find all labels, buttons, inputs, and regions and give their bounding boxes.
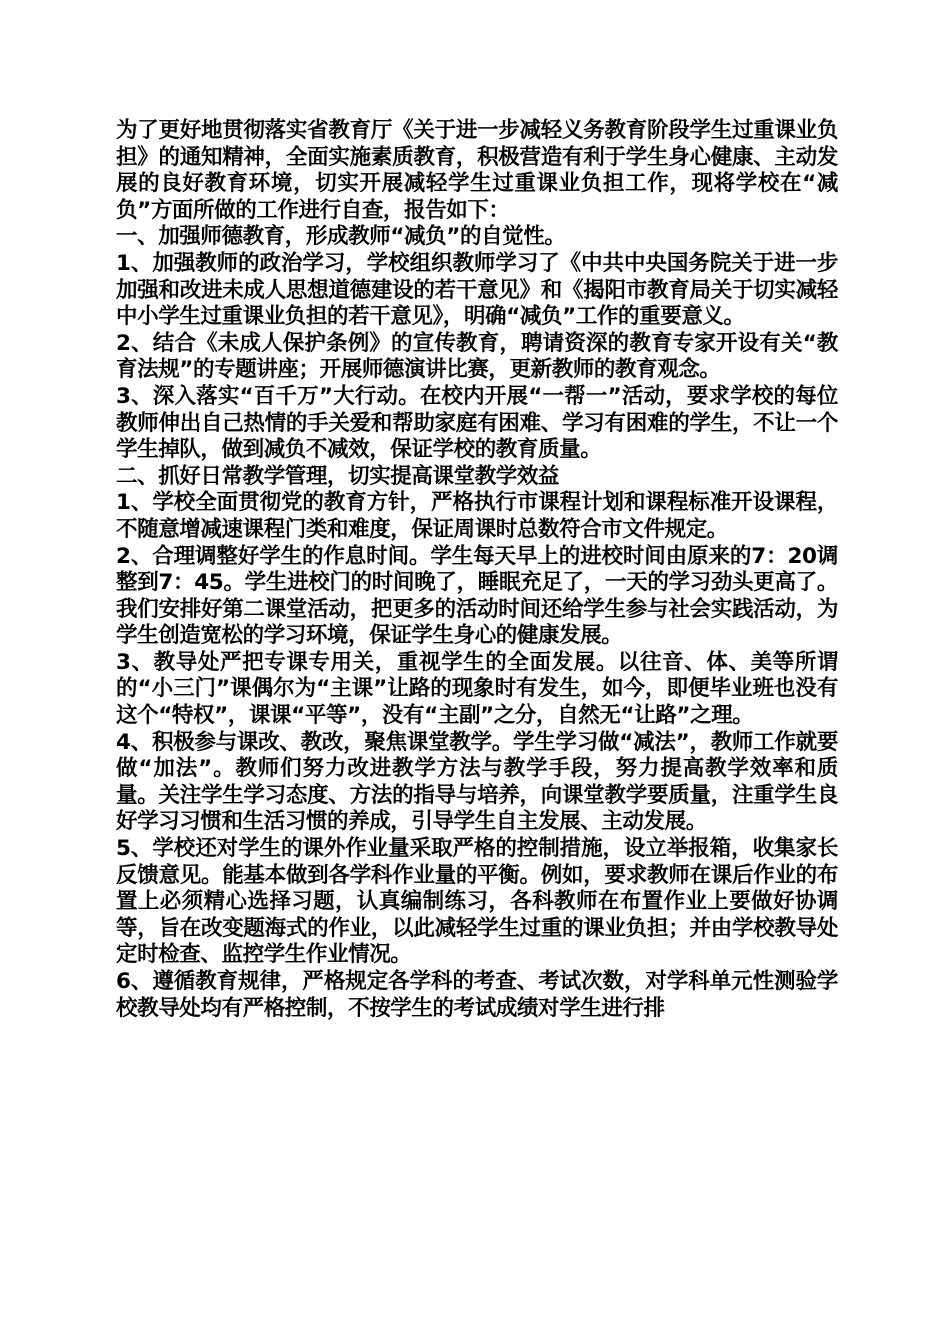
- section-2-item-4: 4、积极参与课改、教改，聚焦课堂教学。学生学习做“减法”，教师工作就要做“加法”。教师们努力改进教学方法与教学手段，努力提高教学效率和质量。关注学生学习态度、方法的指导与培养，向课堂教学要质量，注重学生良好学习习惯和生活习惯的养成，引导学生自主发展、主动发展。: [116, 729, 838, 835]
- section-1-item-3: 3、深入落实“百千万”大行动。在校内开展“一帮一”活动，要求学校的每位教师伸出自己热情的手关爱和帮助家庭有困难、学习有困难的学生，不让一个学生掉队，做到减负不减效，保证学校的教育质量。: [116, 383, 838, 463]
- document-page: [116, 118, 838, 1022]
- section-2-item-6: 6、遵循教育规律，严格规定各学科的考查、考试次数，对学科单元性测验学校教导处均有严格控制，不按学生的考试成绩对学生进行排: [116, 969, 838, 1021]
- section-heading-2: 二、抓好日常教学管理，切实提高课堂教学效益: [116, 463, 560, 489]
- intro-paragraph: 为了更好地贯彻落实省教育厅《关于进一步减轻义务教育阶段学生过重课业负担》的通知精神，全面实施素质教育，积极营造有利于学生身心健康、主动发展的良好教育环境，切实开展减轻学生过重课业负担工作，现将学校在“减负”方面所做的工作进行自查，报告如下：: [116, 118, 838, 223]
- section-heading-1: 一、加强师德教育，形成教师“减负”的自觉性。: [116, 224, 566, 250]
- section-2-item-5: 5、学校还对学生的课外作业量采取严格的控制措施，设立举报箱，收集家长反馈意见。能基本做到各学科作业量的平衡。例如，要求教师在课后作业的布置上必须精心选择习题，认真编制练习，各科教师在布置作业上要做好协调等，旨在改变题海式的作业，以此减轻学生过重的课业负担；并由学校教导处定时检查、监控学生作业情况。: [116, 836, 838, 968]
- section-2-item-2: 2、合理调整好学生的作息时间。学生每天早上的进校时间由原来的7：20调整到7：45。学生进校门的时间晚了，睡眠充足了，一天的学习劲头更高了。我们安排好第二课堂活动，把更多的活动时间还给学生参与社会实践活动，为学生创造宽松的学习环境，保证学生身心的健康发展。: [116, 543, 838, 649]
- section-1-item-1: 1、加强教师的政治学习，学校组织教师学习了《中共中央国务院关于进一步加强和改进未成人思想道德建设的若干意见》和《揭阳市教育局关于切实减轻中小学生过重课业负担的若干意见》，明确“减负”工作的重要意义。: [116, 250, 838, 330]
- section-1-item-2: 2、结合《未成人保护条例》的宣传教育，聘请资深的教育专家开设有关“教育法规”的专题讲座；开展师德演讲比赛，更新教师的教育观念。: [116, 330, 838, 383]
- section-2-item-3: 3、教导处严把专课专用关，重视学生的全面发展。以往音、体、美等所谓的“小三门”课偶尔为“主课”让路的现象时有发生，如今，即便毕业班也没有这个“特权”，课课“平等”，没有“主副”之分，自然无“让路”之理。: [116, 649, 838, 729]
- section-2-item-1: 1、学校全面贯彻党的教育方针，严格执行市课程计划和课程标准开设课程，不随意增减速课程门类和难度，保证周课时总数符合市文件规定。: [116, 490, 838, 542]
